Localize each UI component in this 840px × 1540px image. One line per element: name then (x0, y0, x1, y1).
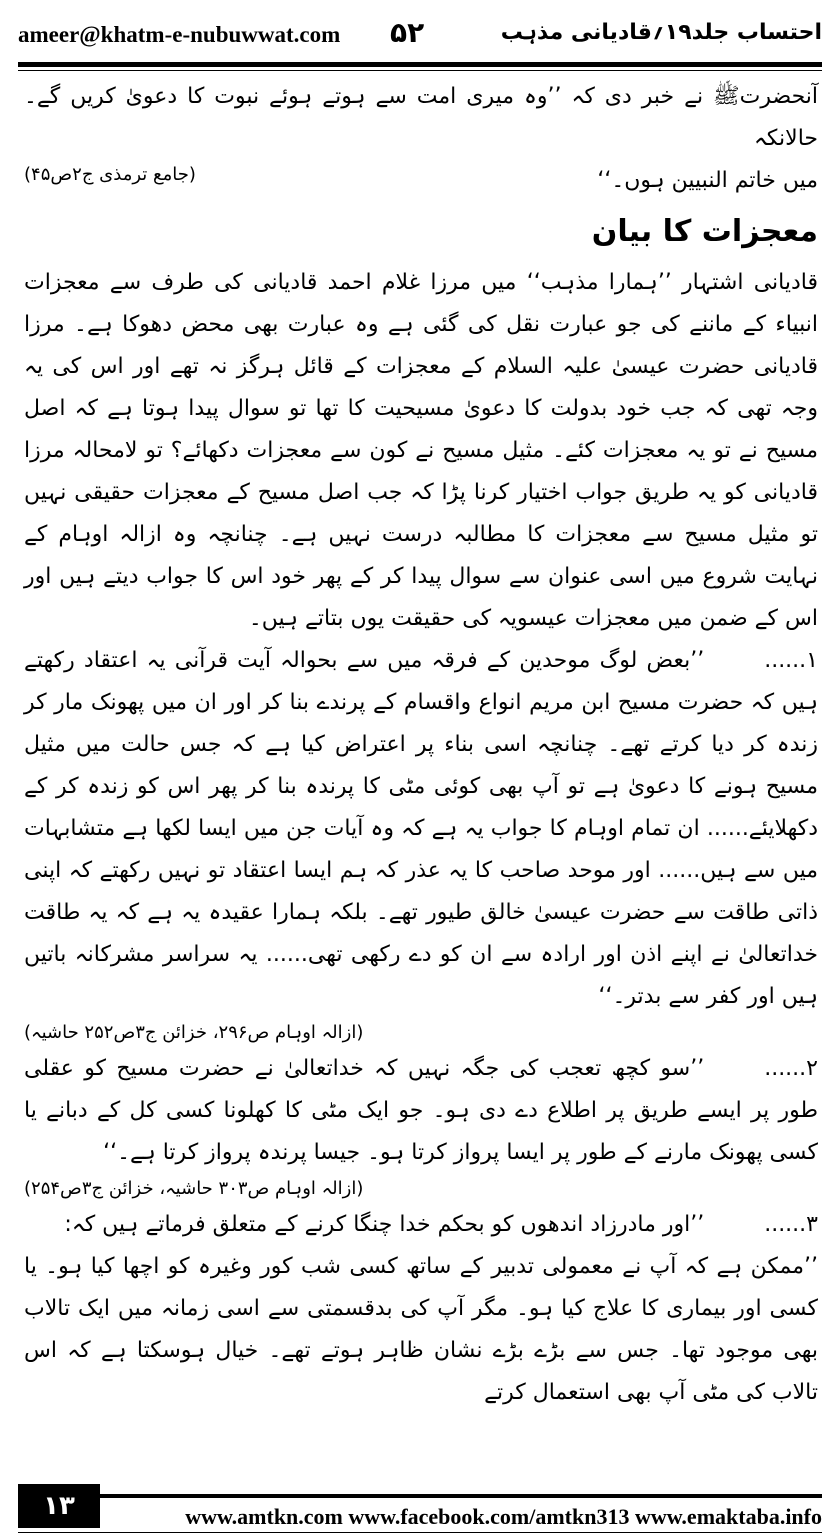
quote-1-reference: (ازالہ اوہام ص۲۹۶، خزائن ج۳ص۲۵۲ حاشیہ) (24, 1022, 364, 1043)
header-rule-thin (18, 70, 822, 71)
intro-reference: (جامع ترمذی ج۲ص۴۵) (24, 164, 196, 185)
footer-rule-thin (18, 1532, 822, 1533)
quote-3-intro: ’’اور مادرزاد اندھوں کو بحکم خدا چنگا کرنے کے متعلق فرماتے ہیں کہ: (64, 1212, 705, 1237)
quote-1-text: ’’بعض لوگ موحدین کے فرقہ میں سے بحوالہ آیت قرآنی یہ اعتقاد رکھتے ہیں کہ حضرت مسیح ابن مریم انواع واقسام کے پرندے بنا کر اور ان میں پھونک مار کر زندہ کر دیا کرتے تھے۔ چنانچہ اسی بناء پر اعتراض کیا ہے کہ جس حالت میں مثیل مسیح ہونے کا دعویٰ ہے تو آپ بھی کوئی مٹی کا پرندہ بنا کر پھر اس کو زندہ کر کے دکھلایئے...... ان تمام اوہام کا جواب یہ ہے کہ وہ آیات جن میں ایسا لکھا ہے متشابہات میں سے ہیں...... اور موحد صاحب کا یہ عذر کہ ہم ایسا اعتقاد تو نہیں رکھتے کہ اپنی ذاتی طاقت سے حضرت عیسیٰ خالق طیور تھے۔ بلکہ ہمارا عقیدہ یہ ہے کہ یہ طاقت خداتعالیٰ نے اپنے اذن اور ارادہ سے ان کو دے رکھی تھی...... یہ سراسر مشرکانہ باتیں ہیں اور کفر سے بدتر۔‘‘ (24, 648, 818, 1009)
section-heading: معجزات کا بیان (591, 214, 818, 249)
footer-links: www.amtkn.com www.facebook.com/amtkn313 www.emaktaba.info (185, 1504, 822, 1529)
main-paragraph: قادیانی اشتہار ’’ہمارا مذہب‘‘ میں مرزا غلام احمد قادیانی کی طرف سے معجزات انبیاء کے ماننے کی جو عبارت نقل کی گئی ہے وہ عبارت بھی محض دھوکا ہے۔ مرزا قادیانی حضرت عیسیٰ علیہ السلام کے معجزات کے قائل ہرگز نہ تھے اور اس کی یہ وجہ تھی کہ جب خود بدولت کا دعویٰ مسیحیت کا تھا تو سوال پیدا ہوتا ہے کہ اصل مسیح نے تو یہ معجزات کئے۔ مثیل مسیح نے کون سے معجزات دکھائے؟ تو لامحالہ مرزا قادیانی کو یہ طریق جواب اختیار کرنا پڑا کہ جب اصل مسیح کے معجزات حقیقی نہیں تو مثیل مسیح سے معجزات کا مطالبہ درست نہیں ہے۔ چنانچہ وہ ازالہ اوہام کے نہایت شروع میں اسی عنوان سے سوال پیدا کر کے پھر خود اس کا جواب دیتے ہیں اور اس کے ضمن میں معجزات عیسویہ کی حقیقت یوں بتاتے ہیں۔ (24, 270, 818, 631)
page-header (18, 14, 822, 58)
quote-2 (24, 1048, 818, 1204)
quote-2-number: ۲...... (764, 1056, 818, 1081)
quote-1-number: ۱...... (764, 648, 818, 673)
intro-line-1: آنحضرتﷺ نے خبر دی کہ ’’وہ میری امت سے ہوتے ہوئے نبوت کا دعویٰ کریں گے۔ حالانکہ (24, 84, 818, 151)
quote-3-text: ’’ممکن ہے کہ آپ نے معمولی تدبیر کے ساتھ کسی شب کور وغیرہ کو اچھا کیا ہو۔ یا کسی اور بیماری کا علاج کیا ہو۔ مگر آپ کی بدقسمتی سے اسی زمانہ میں ایک تالاب بھی موجود تھا۔ جس سے بڑے بڑے نشان ظاہر ہوتے تھے۔ خیال ہوسکتا ہے کہ اس تالاب کی مٹی آپ بھی استعمال کرتے (24, 1254, 818, 1405)
header-page-number: ۵۲ (390, 16, 425, 49)
header-book-title: احتساب جلد۱۹؍قادیانی مذہب (500, 20, 822, 45)
footer-page-number: ۱۳ (18, 1484, 100, 1528)
quote-3-number: ۳...... (764, 1212, 818, 1237)
footer-rule-thick (18, 1494, 822, 1498)
quote-2-text: ’’سو کچھ تعجب کی جگہ نہیں کہ خداتعالیٰ نے حضرت مسیح کو عقلی طور پر ایسے طریق پر اطلاع دے دی ہو۔ جو ایک مٹی کا کھلونا کسی کل کے دبانے یا کسی پھونک مارنے کے طور پر ایسا پرواز کرتا ہو۔ جیسا پرندہ پرواز کرتا ہے۔‘‘ (24, 1056, 818, 1165)
intro-line-2-text: میں خاتم النبیین ہوں۔‘‘ (597, 168, 818, 193)
quote-1 (24, 640, 818, 1048)
intro-line-2 (24, 160, 818, 202)
page-body (24, 76, 818, 1414)
quote-2-reference: (ازالہ اوہام ص۳۰۳ حاشیہ، خزائن ج۳ص۲۵۴) (24, 1178, 364, 1199)
quote-3 (24, 1204, 818, 1414)
header-rule-thick (18, 62, 822, 67)
header-email: ameer@khatm-e-nubuwwat.com (18, 22, 341, 47)
